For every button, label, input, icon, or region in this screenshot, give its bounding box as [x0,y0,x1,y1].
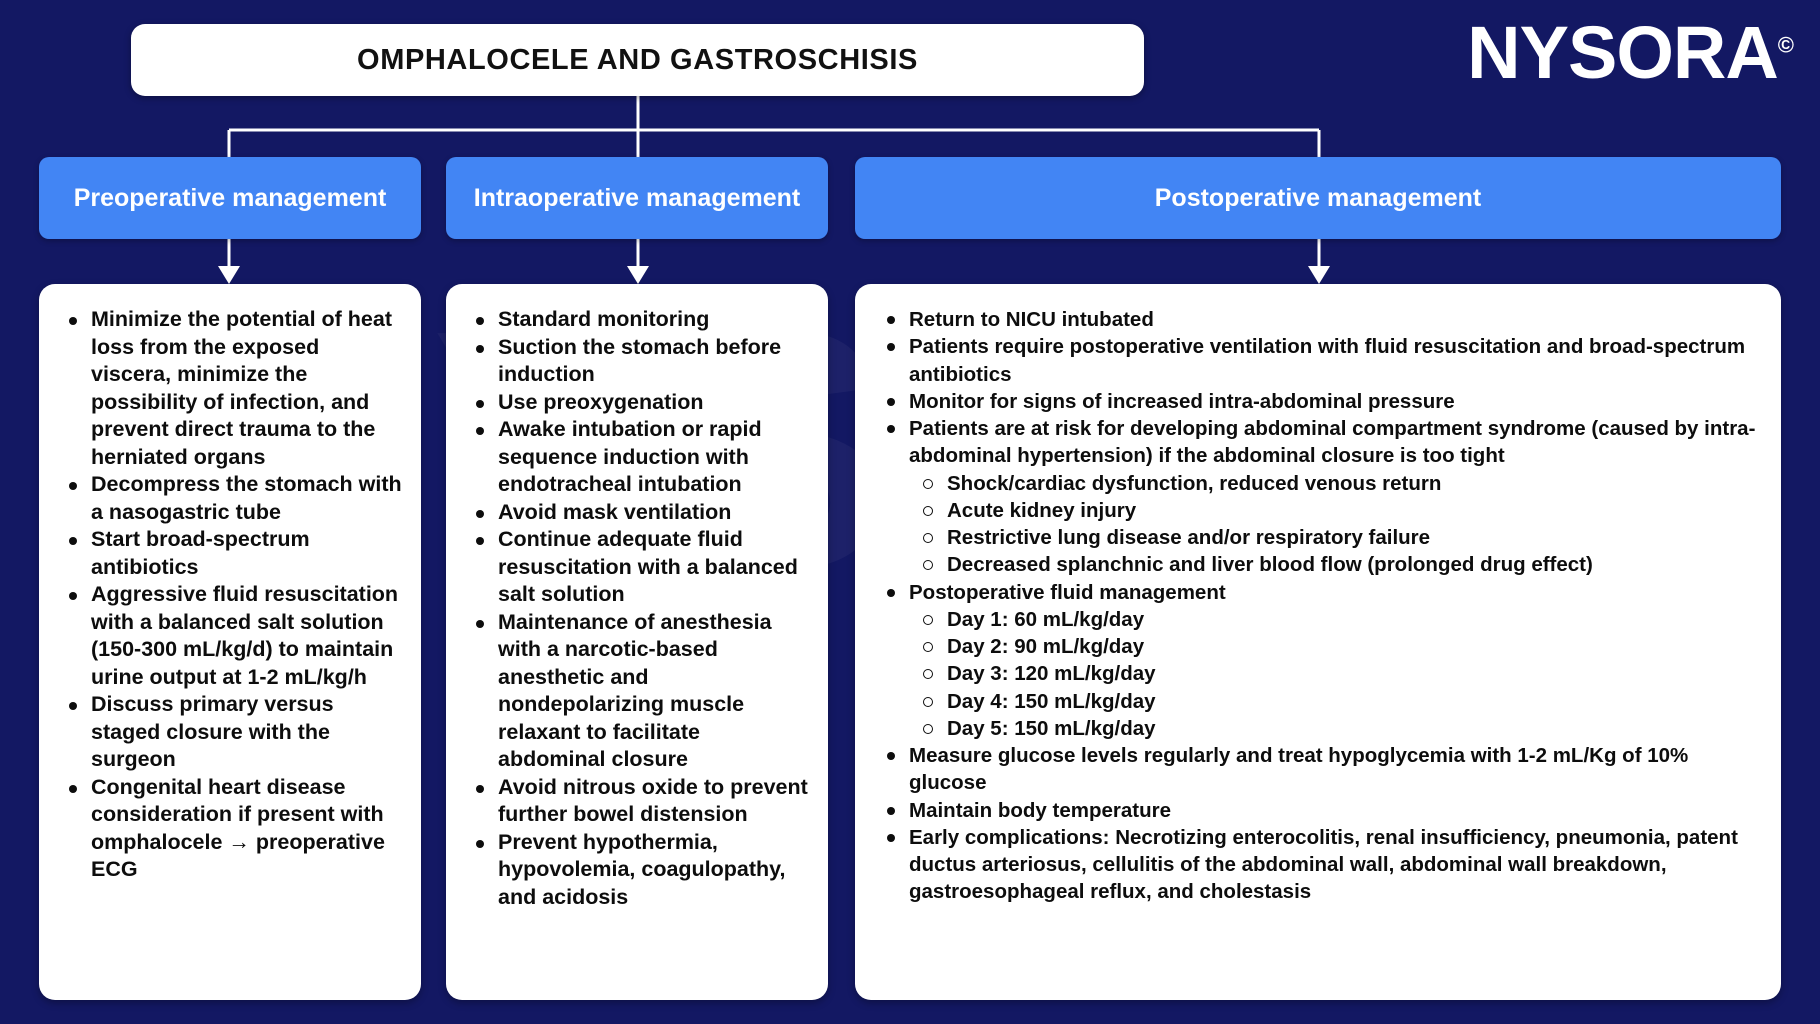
list-item [462,774,812,829]
list-item-label: Continue adequate fluid resuscitation with a balanced salt solution [498,527,798,607]
list-item [873,579,1763,743]
list-item-label: Early complications: Necrotizing enterocolitis, renal insufficiency, pneumonia, patent ductus arteriosus, cellulitis of the abdominal wall, abdominal wall breakdown, gastroesophageal reflux, and cholestasis [909,825,1738,904]
list-item-label: Use preoxygenation [498,389,704,414]
copyright-icon: © [1777,32,1794,58]
list-item-label: Avoid nitrous oxide to prevent further bowel distension [498,774,808,827]
list-item-label: Awake intubation or rapid sequence induction with endotracheal intubation [498,417,762,497]
list-item [462,334,812,389]
list-item [55,306,405,471]
sub-bullet-list [909,606,1763,742]
list-item-label: Standard monitoring [498,307,710,331]
page-title: OMPHALOCELE AND GASTROSCHISIS [357,43,918,76]
list-item [462,416,812,499]
list-item-label: Monitor for signs of increased intra-abdominal pressure [909,389,1455,413]
list-item-label: Decompress the stomach with a nasogastric tube [91,472,402,524]
list-item-label: Start broad-spectrum antibiotics [91,527,310,579]
sub-list-item: Shock/cardiac dysfunction, reduced venous return [909,470,1763,497]
list-item [55,581,405,691]
list-item-label: Measure glucose levels regularly and treat hypoglycemia with 1-2 mL/Kg of 10% glucose [909,744,1689,795]
list-item [873,388,1763,415]
list-item-label: Congenital heart disease consideration if present with omphalocele → preoperative ECG [91,774,385,882]
list-item-label: Avoid mask ventilation [498,499,732,524]
list-item [873,742,1763,797]
sub-list-item: Acute kidney injury [909,497,1763,524]
content-card-postoperative [855,284,1781,1000]
list-item-label: Aggressive fluid resuscitation with a balanced salt solution (150-300 mL/kg/d) to maintain urine output at 1-2 mL/kg/h [91,582,399,689]
list-item-label: Postoperative fluid management [909,580,1226,604]
section-header-preoperative[interactable]: Preoperative management [39,157,421,239]
list-item-label: Prevent hypothermia, hypovolemia, coagulopathy, and acidosis [498,829,786,909]
list-item-label: Return to NICU intubated [909,308,1154,331]
content-card-intraoperative [446,284,828,1000]
bullet-list-postoperative [855,284,1781,916]
list-item [462,526,812,609]
list-item [55,774,405,884]
list-item [55,691,405,774]
sub-list-item: Day 4: 150 mL/kg/day [909,688,1763,715]
list-item-label: Patients require postoperative ventilation with fluid resuscitation and broad-spectrum antibiotics [909,335,1746,386]
list-item-label: Maintain body temperature [909,798,1171,822]
sub-list-item: Day 1: 60 mL/kg/day [909,606,1763,633]
list-item [873,415,1763,579]
section-header-postoperative[interactable]: Postoperative management [855,157,1781,239]
list-item-label: Patients are at risk for developing abdominal compartment syndrome (caused by intra-abdominal hypertension) if the abdominal closure is too tight [909,417,1756,468]
nysora-logo [1467,11,1794,94]
list-item [873,797,1763,824]
list-item [462,609,812,774]
diagram-title-box [131,24,1144,96]
list-item [873,824,1763,906]
sub-list-item: Day 5: 150 mL/kg/day [909,715,1763,742]
list-item [462,829,812,912]
list-item-label: Minimize the potential of heat loss from the exposed viscera, minimize the possibility of infection, and prevent direct trauma to the herniated organs [91,307,393,469]
list-item-label: Suction the stomach before induction [498,334,782,387]
list-item [462,306,812,334]
list-item [873,306,1763,333]
bullet-list-intraoperative [446,284,828,921]
list-item-label: Discuss primary versus staged closure with the surgeon [91,692,334,772]
list-item [55,471,405,526]
sub-list-item: Decreased splanchnic and liver blood flow (prolonged drug effect) [909,551,1763,578]
list-item [873,333,1763,388]
sub-list-item: Day 2: 90 mL/kg/day [909,633,1763,660]
list-item [55,526,405,581]
list-item-label: Maintenance of anesthesia with a narcotic-based anesthetic and nondepolarizing muscle relaxant to facilitate abdominal closure [498,609,772,772]
list-item [462,499,812,527]
content-card-preoperative [39,284,421,1000]
bullet-list-preoperative [39,284,421,894]
sub-list-item: Day 3: 120 mL/kg/day [909,660,1763,687]
logo-text: NYSORA [1467,11,1778,94]
sub-bullet-list [909,470,1763,579]
sub-list-item: Restrictive lung disease and/or respiratory failure [909,524,1763,551]
list-item [462,389,812,417]
section-header-intraoperative[interactable]: Intraoperative management [446,157,828,239]
